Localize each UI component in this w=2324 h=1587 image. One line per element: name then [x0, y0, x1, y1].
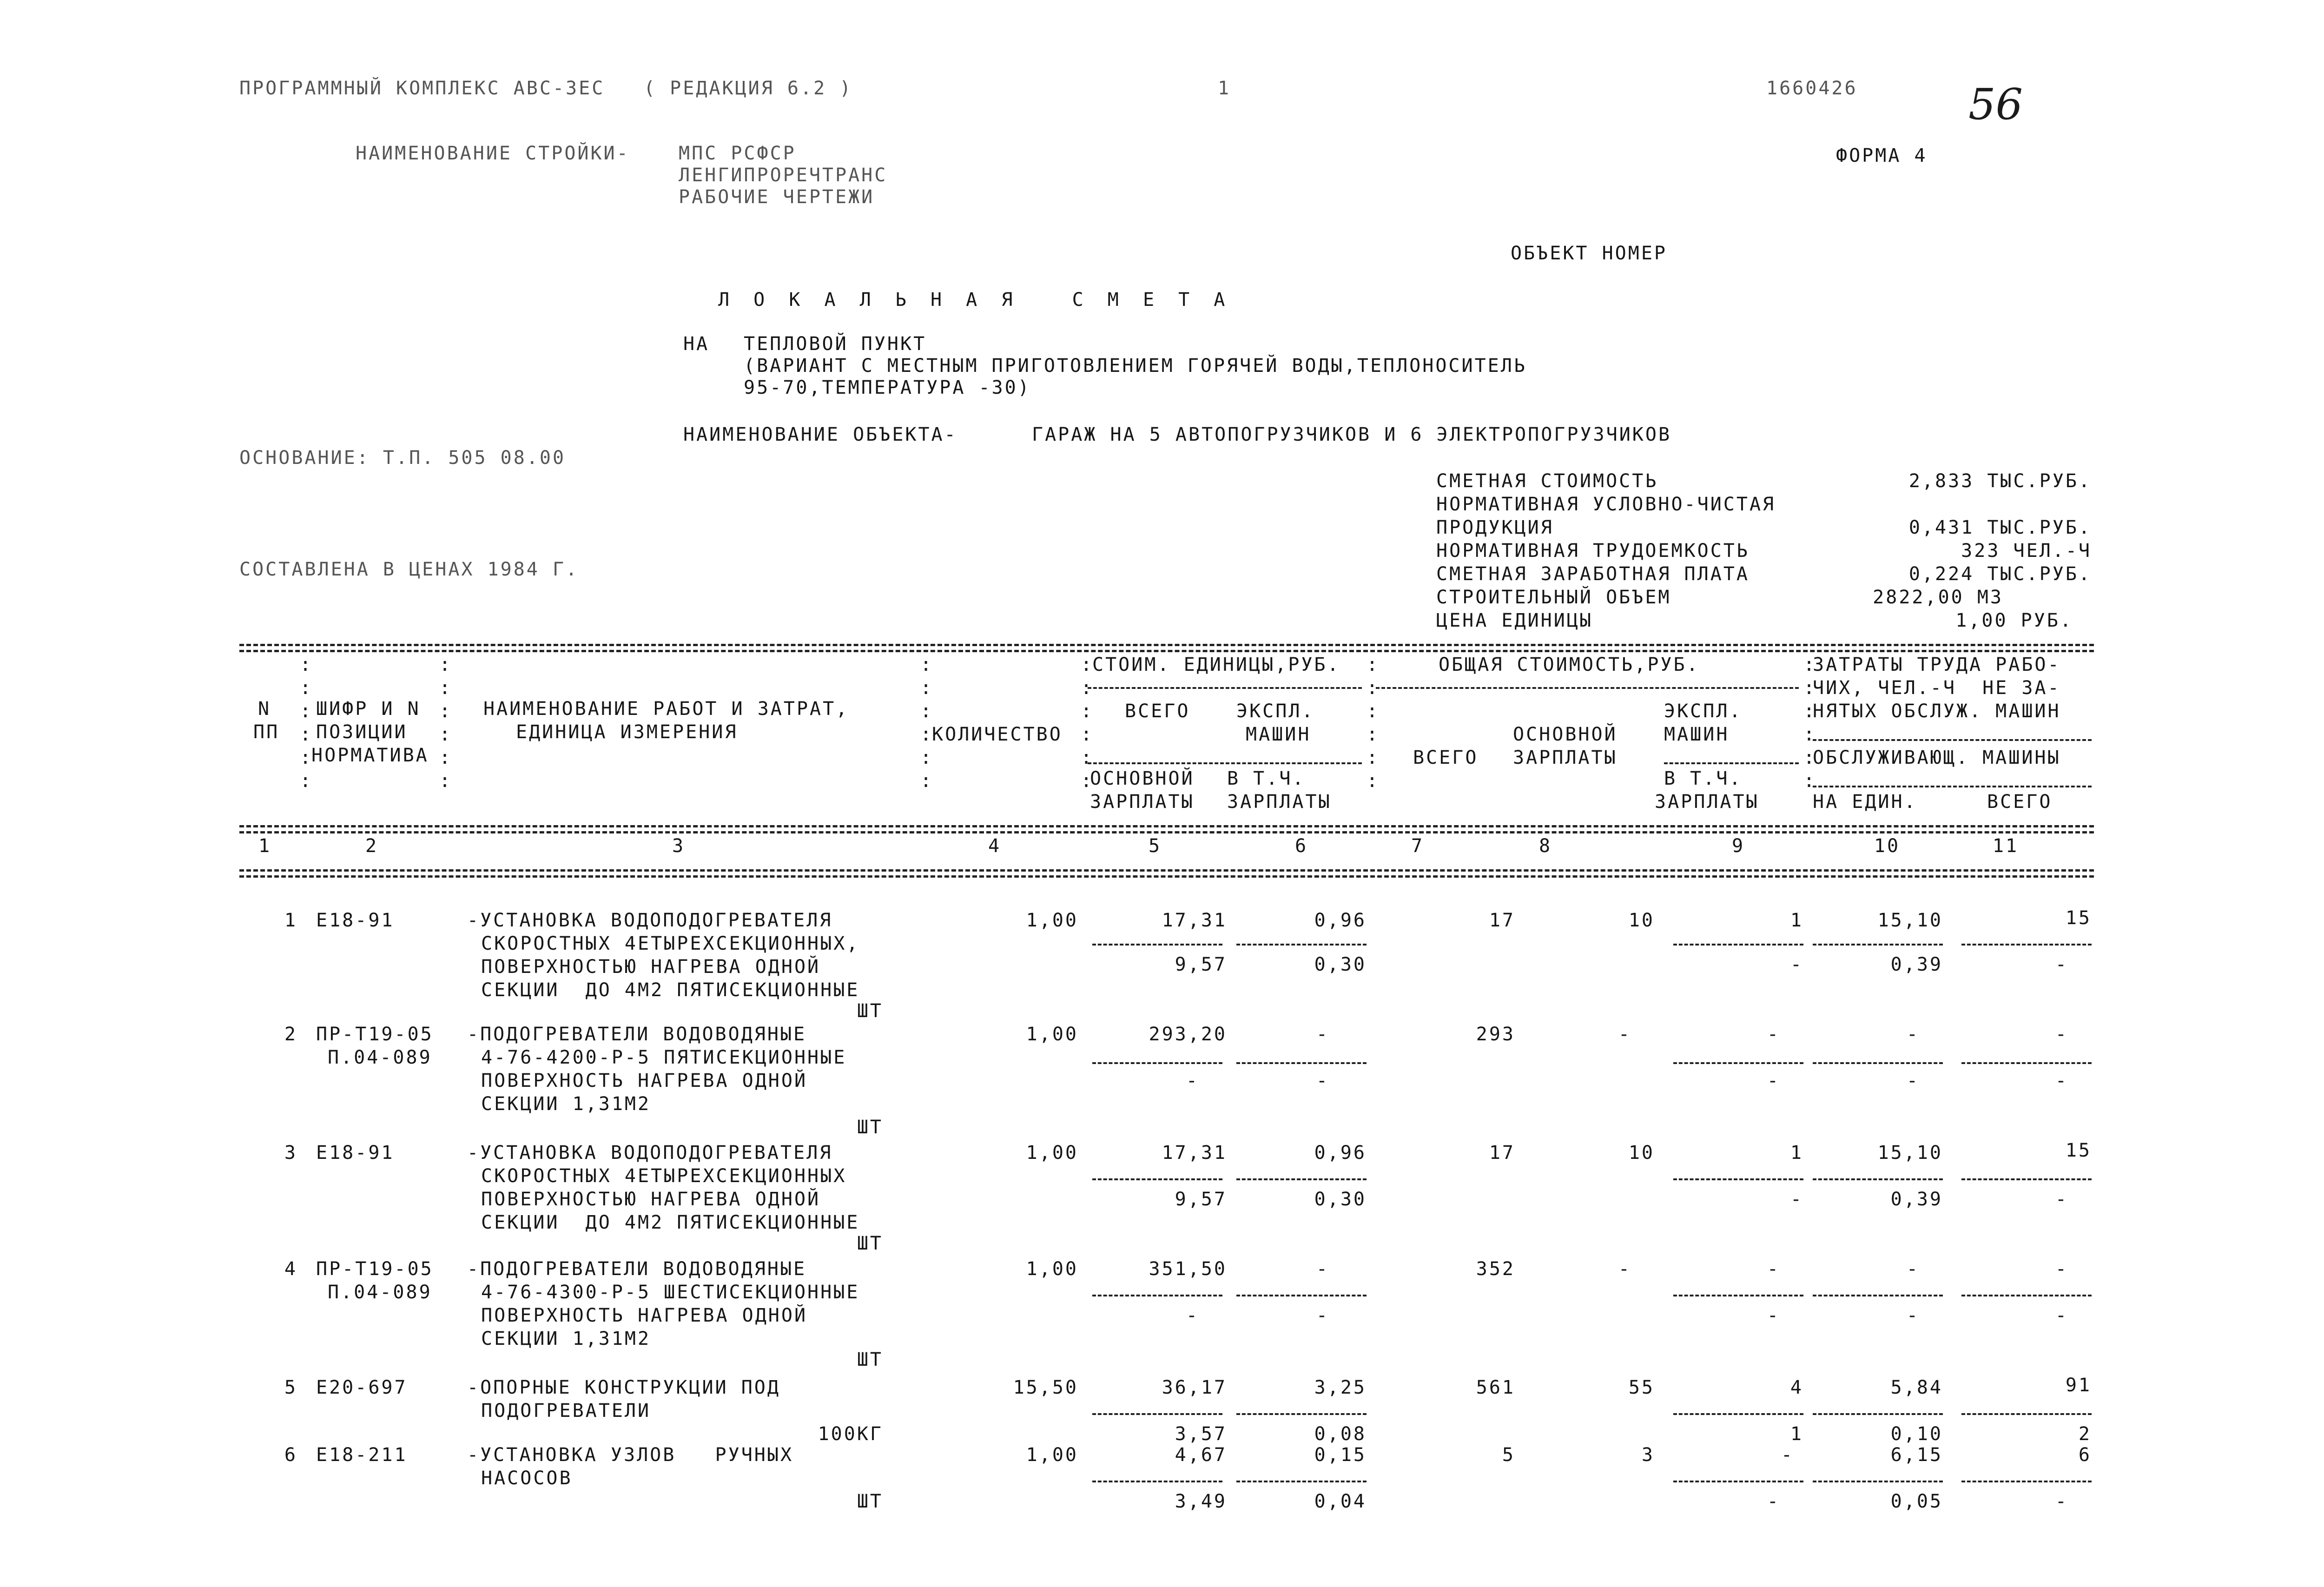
- header-col1: ПП: [253, 721, 280, 743]
- cell-rule: [1961, 1413, 2092, 1415]
- price-level: СОСТАВЛЕНА В ЦЕНАХ 1984 Г.: [239, 559, 579, 580]
- cell-rule: [1961, 944, 2092, 946]
- summary-value: 2822,00 М3: [1873, 587, 2003, 608]
- row-machines-unit: 0,39: [1890, 1189, 1943, 1210]
- column-number: 6: [1294, 835, 1308, 857]
- row-unit: 100КГ: [818, 1423, 883, 1445]
- row-unit-wages: 3,49: [1175, 1491, 1227, 1512]
- column-number: 9: [1731, 835, 1745, 857]
- cell-rule: [1092, 944, 1222, 946]
- row-unit-machines: 0,15: [1314, 1444, 1367, 1466]
- summary-label: НОРМАТИВНАЯ УСЛОВНО-ЧИСТАЯ: [1436, 494, 1776, 515]
- row-number: 2: [284, 1024, 297, 1045]
- header-col2: ПОЗИЦИИ: [316, 721, 408, 743]
- row-unit-total: 4,67: [1175, 1444, 1227, 1466]
- row-unit-wages: -: [1186, 1305, 1199, 1326]
- header-rule: [1376, 687, 1799, 689]
- row-unit-total: 293,20: [1149, 1024, 1227, 1045]
- cell-rule: [1673, 1178, 1803, 1180]
- row-unit-machines: 3,25: [1314, 1377, 1367, 1398]
- cell-rule: [1673, 1481, 1803, 1482]
- cell-rule: [1236, 1062, 1367, 1064]
- header-col9a: ЭКСПЛ.: [1664, 701, 1743, 722]
- table-header-rule: [239, 831, 2094, 833]
- row-machines-unit: 0,10: [1890, 1423, 1943, 1445]
- row-description: ПОВЕРХНОСТЬ НАГРЕВА ОДНОЙ: [481, 1070, 808, 1091]
- column-divider: : : : : : :: [1367, 654, 1378, 792]
- row-total-machines: 4: [1790, 1377, 1803, 1398]
- row-labor-total: -: [2055, 1024, 2068, 1045]
- summary-label: ЦЕНА ЕДИНИЦЫ: [1436, 610, 1593, 631]
- row-description: СЕКЦИИ 1,31М2: [481, 1093, 651, 1115]
- summary-value: 1,00 РУБ.: [1955, 610, 2073, 631]
- row-unit: ШТ: [857, 1000, 883, 1022]
- cell-rule: [1236, 944, 1367, 946]
- row-labor-total: 15: [2065, 907, 2092, 929]
- cell-rule: [1092, 1481, 1222, 1482]
- row-unit-wages: 9,57: [1175, 1189, 1227, 1210]
- row-unit-total: 36,17: [1162, 1377, 1227, 1398]
- row-labor-unit: 15,10: [1877, 1142, 1943, 1164]
- column-divider: : : : : : :: [920, 654, 932, 792]
- construction-label: НАИМЕНОВАНИЕ СТРОЙКИ-: [356, 143, 630, 164]
- row-description: ПОВЕРХНОСТЬ НАГРЕВА ОДНОЙ: [481, 1305, 808, 1326]
- basis: ОСНОВАНИЕ: Т.П. 505 08.00: [239, 447, 566, 469]
- row-unit-total: 17,31: [1162, 910, 1227, 931]
- cell-rule: [1673, 1413, 1803, 1415]
- row-quantity: 1,00: [1026, 910, 1078, 931]
- header-unit-cost: СТОИМ. ЕДИНИЦЫ,РУБ.: [1092, 654, 1340, 675]
- column-number: 2: [365, 835, 379, 857]
- column-number: 5: [1148, 835, 1162, 857]
- row-code: Е18-91: [316, 1142, 395, 1164]
- header-rule: [1813, 739, 2092, 741]
- row-unit: ШТ: [857, 1117, 883, 1138]
- row-unit-wages: -: [1186, 1070, 1199, 1091]
- page-number: 1: [1218, 78, 1231, 99]
- cell-rule: [1813, 1481, 1943, 1482]
- row-description: СКОРОСТНЫХ 4ЕТЫРЕХСЕКЦИОННЫХ: [481, 1165, 847, 1187]
- header-col5a: ВСЕГО: [1125, 701, 1190, 722]
- header-col3: ЕДИНИЦА ИЗМЕРЕНИЯ: [516, 721, 738, 743]
- row-code: ПР-Т19-05: [316, 1258, 434, 1280]
- program-name: ПРОГРАММНЫЙ КОМПЛЕКС АВС-ЗЕС: [239, 78, 605, 99]
- edition: ( РЕДАКЦИЯ 6.2 ): [644, 78, 853, 99]
- column-number: 3: [672, 835, 686, 857]
- column-number: 7: [1411, 835, 1425, 857]
- row-machine-wages: 1: [1790, 1423, 1803, 1445]
- column-divider: : : : : : :: [300, 654, 311, 792]
- row-unit-wages: 9,57: [1175, 954, 1227, 975]
- row-unit-machine-wages: -: [1316, 1305, 1329, 1326]
- row-description: -ОПОРНЫЕ КОНСТРУКЦИИ ПОД: [467, 1377, 780, 1398]
- row-number: 3: [284, 1142, 297, 1164]
- header-col10: НА ЕДИН.: [1813, 791, 1917, 813]
- row-quantity: 1,00: [1026, 1024, 1078, 1045]
- row-total-machines: -: [1767, 1258, 1780, 1280]
- row-description: ПОВЕРХНОСТЬЮ НАГРЕВА ОДНОЙ: [481, 956, 821, 978]
- header-labor: НЯТЫХ ОБСЛУЖ. МАШИН: [1813, 701, 2061, 722]
- handwritten-page-number: 56: [1968, 79, 2023, 129]
- cell-rule: [1961, 1295, 2092, 1296]
- row-description: СЕКЦИИ ДО 4М2 ПЯТИСЕКЦИОННЫЕ: [481, 979, 860, 1001]
- row-unit-machine-wages: -: [1316, 1070, 1329, 1091]
- row-unit-machines: 0,96: [1314, 1142, 1367, 1164]
- cell-rule: [1813, 1062, 1943, 1064]
- construction-line: МПС РСФСР: [679, 143, 796, 164]
- row-description: 4-76-4200-Р-5 ПЯТИСЕКЦИОННЫЕ: [481, 1047, 847, 1068]
- row-machines-total: -: [2055, 1305, 2068, 1326]
- row-quantity: 15,50: [1013, 1377, 1078, 1398]
- row-unit-total: 17,31: [1162, 1142, 1227, 1164]
- row-labor-total: 6: [2078, 1444, 2092, 1466]
- row-code: Е20-697: [316, 1377, 408, 1398]
- object-label: НАИМЕНОВАНИЕ ОБЪЕКТА-: [683, 424, 957, 445]
- summary-label: НОРМАТИВНАЯ ТРУДОЕМКОСТЬ: [1436, 540, 1750, 562]
- row-total-wages: 10: [1628, 1142, 1655, 1164]
- title-line: 95-70,ТЕМПЕРАТУРА -30): [744, 377, 1031, 398]
- row-unit-machines: 0,96: [1314, 910, 1367, 931]
- summary-label: СМЕТНАЯ СТОИМОСТЬ: [1436, 470, 1658, 492]
- header-rule: [1088, 762, 1362, 764]
- column-number: 4: [988, 835, 1002, 857]
- row-labor-unit: -: [1906, 1024, 1920, 1045]
- summary-label: СТРОИТЕЛЬНЫЙ ОБЪЕМ: [1436, 587, 1671, 608]
- column-number: 1: [258, 835, 272, 857]
- row-description: -УСТАНОВКА УЗЛОВ РУЧНЫХ: [467, 1444, 794, 1466]
- cell-rule: [1961, 1062, 2092, 1064]
- header-col8: ОСНОВНОЙ: [1513, 724, 1618, 745]
- header-col6b: В Т.Ч.: [1227, 768, 1306, 789]
- cell-rule: [1813, 1178, 1943, 1180]
- row-code: Е18-91: [316, 910, 395, 931]
- row-number: 6: [284, 1444, 297, 1466]
- cell-rule: [1961, 1481, 2092, 1482]
- header-col6a: ЭКСПЛ.: [1236, 701, 1315, 722]
- cell-rule: [1236, 1413, 1367, 1415]
- row-machine-wages: -: [1767, 1070, 1780, 1091]
- header-labor: ЧИХ, ЧЕЛ.-Ч НЕ ЗА-: [1813, 677, 2061, 699]
- on-label: НА: [683, 333, 710, 355]
- cell-rule: [1673, 1062, 1803, 1064]
- header-machines: ОБСЛУЖИВАЮЩ. МАШИНЫ: [1813, 747, 2061, 768]
- row-labor-total: 15: [2065, 1140, 2092, 1161]
- title-line: (ВАРИАНТ С МЕСТНЫМ ПРИГОТОВЛЕНИЕМ ГОРЯЧЕЙ ВОДЫ,ТЕПЛОНОСИТЕЛЬ: [744, 355, 1527, 377]
- row-total: 17: [1489, 1142, 1515, 1164]
- table-top-rule: [239, 644, 2094, 646]
- row-number: 1: [284, 910, 297, 931]
- summary-label: СМЕТНАЯ ЗАРАБОТНАЯ ПЛАТА: [1436, 563, 1750, 585]
- header-col5b: ЗАРПЛАТЫ: [1090, 791, 1195, 813]
- row-total-machines: -: [1767, 1024, 1780, 1045]
- cell-rule: [1092, 1413, 1222, 1415]
- row-total: 17: [1489, 910, 1515, 931]
- column-divider: : : : : : :: [439, 654, 451, 792]
- construction-line: ЛЕНГИПРОРЕЧТРАНС: [679, 165, 888, 186]
- column-number: 10: [1874, 835, 1901, 857]
- row-unit-machine-wages: 0,30: [1314, 1189, 1367, 1210]
- header-rule: [1664, 762, 1799, 764]
- form-number: ФОРМА 4: [1836, 145, 1928, 166]
- row-total-machines: 1: [1790, 910, 1803, 931]
- row-machines-unit: -: [1906, 1070, 1920, 1091]
- row-description: СЕКЦИИ 1,31М2: [481, 1328, 651, 1349]
- row-description: СЕКЦИИ ДО 4М2 ПЯТИСЕКЦИОННЫЕ: [481, 1212, 860, 1233]
- row-unit-machine-wages: 0,08: [1314, 1423, 1367, 1445]
- row-total-wages: 10: [1628, 910, 1655, 931]
- row-total-wages: -: [1618, 1258, 1631, 1280]
- row-description: НАСОСОВ: [481, 1468, 573, 1489]
- cell-rule: [1813, 1413, 1943, 1415]
- header-col6a: МАШИН: [1246, 724, 1311, 745]
- header-rule: [1088, 687, 1362, 689]
- row-labor-total: 91: [2065, 1375, 2092, 1396]
- row-unit-machine-wages: 0,30: [1314, 954, 1367, 975]
- cell-rule: [1813, 1295, 1943, 1296]
- summary-value: 2,833 ТЫС.РУБ.: [1908, 470, 2092, 492]
- row-description: -УСТАНОВКА ВОДОПОДОГРЕВАТЕЛЯ: [467, 1142, 833, 1164]
- header-col7: ВСЕГО: [1413, 747, 1479, 768]
- row-code: Е18-211: [316, 1444, 408, 1466]
- row-code: П.04-089: [328, 1047, 432, 1068]
- header-col5b: ОСНОВНОЙ: [1090, 768, 1195, 789]
- header-col8: ЗАРПЛАТЫ: [1513, 747, 1618, 768]
- header-col6b: ЗАРПЛАТЫ: [1227, 791, 1332, 813]
- row-machines-unit: -: [1906, 1305, 1920, 1326]
- row-machines-total: -: [2055, 954, 2068, 975]
- row-machines-total: 2: [2078, 1423, 2092, 1445]
- cell-rule: [1813, 944, 1943, 946]
- column-number: 8: [1538, 835, 1552, 857]
- cell-rule: [1236, 1178, 1367, 1180]
- header-col9b: В Т.Ч.: [1664, 768, 1743, 789]
- row-machine-wages: -: [1790, 954, 1803, 975]
- row-description: -ПОДОГРЕВАТЕЛИ ВОДОВОДЯНЫЕ: [467, 1258, 807, 1280]
- estimate-title: Л О К А Л Ь Н А Я С М Е Т А: [718, 289, 1232, 311]
- table-header-rule: [239, 825, 2094, 827]
- row-machine-wages: -: [1767, 1305, 1780, 1326]
- row-total-machines: 1: [1790, 1142, 1803, 1164]
- header-rule: [1813, 786, 2092, 787]
- row-total: 352: [1476, 1258, 1515, 1280]
- row-unit: ШТ: [857, 1491, 883, 1512]
- header-col1: N: [258, 698, 271, 720]
- row-unit-machines: -: [1316, 1024, 1329, 1045]
- cell-rule: [1092, 1178, 1222, 1180]
- summary-label: ПРОДУКЦИЯ: [1436, 517, 1554, 538]
- row-description: ПОВЕРХНОСТЬЮ НАГРЕВА ОДНОЙ: [481, 1189, 821, 1210]
- document-number: 1660426: [1766, 78, 1858, 99]
- row-number: 5: [284, 1377, 297, 1398]
- row-machine-wages: -: [1790, 1189, 1803, 1210]
- row-total-wages: -: [1618, 1024, 1631, 1045]
- row-code: П.04-089: [328, 1282, 432, 1303]
- row-unit-machines: -: [1316, 1258, 1329, 1280]
- object-number: ОБЪЕКТ НОМЕР: [1511, 243, 1667, 264]
- row-machines-total: -: [2055, 1070, 2068, 1091]
- row-total: 5: [1502, 1444, 1515, 1466]
- header-col2: НОРМАТИВА: [311, 745, 429, 766]
- header-col11: ВСЕГО: [1987, 791, 2053, 813]
- cell-rule: [1673, 944, 1803, 946]
- row-labor-total: -: [2055, 1258, 2068, 1280]
- row-total: 293: [1476, 1024, 1515, 1045]
- object-name: ГАРАЖ НА 5 АВТОПОГРУЗЧИКОВ И 6 ЭЛЕКТРОПОГРУЗЧИКОВ: [1032, 424, 1672, 445]
- header-col3: НАИМЕНОВАНИЕ РАБОТ И ЗАТРАТ,: [483, 698, 849, 720]
- row-machines-unit: 0,05: [1890, 1491, 1943, 1512]
- row-unit-wages: 3,57: [1175, 1423, 1227, 1445]
- row-description: ПОДОГРЕВАТЕЛИ: [481, 1400, 651, 1422]
- row-code: ПР-Т19-05: [316, 1024, 434, 1045]
- row-unit: ШТ: [857, 1349, 883, 1370]
- row-labor-unit: 5,84: [1890, 1377, 1943, 1398]
- cell-rule: [1961, 1178, 2092, 1180]
- title-line: ТЕПЛОВОЙ ПУНКТ: [744, 333, 927, 355]
- cell-rule: [1092, 1295, 1222, 1296]
- column-number: 11: [1992, 835, 2019, 857]
- cell-rule: [1092, 1062, 1222, 1064]
- row-quantity: 1,00: [1026, 1444, 1078, 1466]
- row-unit: ШТ: [857, 1233, 883, 1254]
- row-quantity: 1,00: [1026, 1142, 1078, 1164]
- column-divider: : : : : : :: [1803, 654, 1815, 792]
- row-labor-unit: -: [1906, 1258, 1920, 1280]
- row-unit-total: 351,50: [1149, 1258, 1227, 1280]
- row-number: 4: [284, 1258, 297, 1280]
- summary-value: 0,224 ТЫС.РУБ.: [1908, 563, 2092, 585]
- summary-value: 0,431 ТЫС.РУБ.: [1908, 517, 2092, 538]
- table-top-rule: [239, 650, 2094, 652]
- row-labor-unit: 15,10: [1877, 910, 1943, 931]
- header-col2: ШИФР И N: [316, 698, 421, 720]
- header-col4: КОЛИЧЕСТВО: [932, 724, 1063, 745]
- header-total-cost: ОБЩАЯ СТОИМОСТЬ,РУБ.: [1439, 654, 1700, 675]
- table-body-rule: [239, 869, 2094, 872]
- header-col9b: ЗАРПЛАТЫ: [1655, 791, 1759, 813]
- row-total-machines: -: [1781, 1444, 1794, 1466]
- row-machines-total: -: [2055, 1491, 2068, 1512]
- header-col9a: МАШИН: [1664, 724, 1730, 745]
- row-unit-machine-wages: 0,04: [1314, 1491, 1367, 1512]
- column-divider: : : : : : :: [1081, 654, 1092, 792]
- row-total-wages: 3: [1641, 1444, 1655, 1466]
- row-description: СКОРОСТНЫХ 4ЕТЫРЕХСЕКЦИОННЫХ,: [481, 933, 860, 954]
- row-total: 561: [1476, 1377, 1515, 1398]
- row-quantity: 1,00: [1026, 1258, 1078, 1280]
- cell-rule: [1236, 1481, 1367, 1482]
- row-machines-unit: 0,39: [1890, 954, 1943, 975]
- construction-line: РАБОЧИЕ ЧЕРТЕЖИ: [679, 186, 875, 208]
- row-description: -УСТАНОВКА ВОДОПОДОГРЕВАТЕЛЯ: [467, 910, 833, 931]
- summary-value: 323 ЧЕЛ.-Ч: [1961, 540, 2092, 562]
- row-total-wages: 55: [1628, 1377, 1655, 1398]
- row-machines-total: -: [2055, 1189, 2068, 1210]
- header-labor: ЗАТРАТЫ ТРУДА РАБО-: [1813, 654, 2061, 675]
- table-body-rule: [239, 875, 2094, 878]
- row-description: -ПОДОГРЕВАТЕЛИ ВОДОВОДЯНЫЕ: [467, 1024, 807, 1045]
- row-description: 4-76-4300-Р-5 ШЕСТИСЕКЦИОННЫЕ: [481, 1282, 860, 1303]
- row-labor-unit: 6,15: [1890, 1444, 1943, 1466]
- cell-rule: [1236, 1295, 1367, 1296]
- cell-rule: [1673, 1295, 1803, 1296]
- row-machine-wages: -: [1767, 1491, 1780, 1512]
